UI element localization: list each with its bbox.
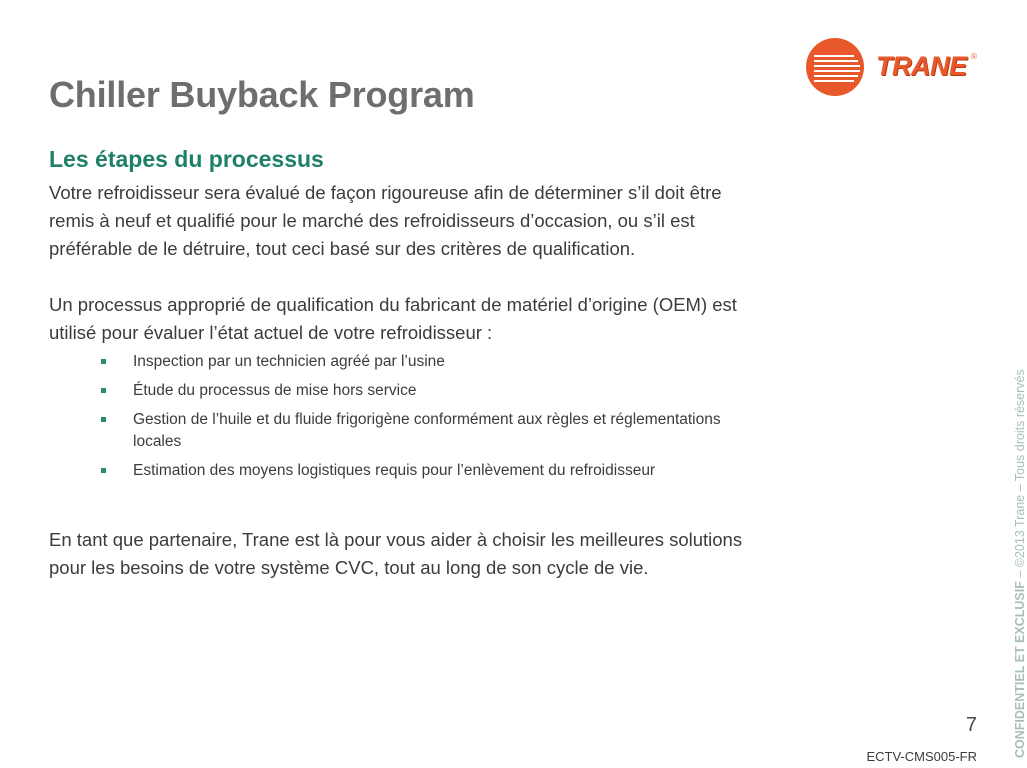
square-bullet-icon [101,388,106,393]
page-number: 7 [965,714,977,736]
square-bullet-icon [101,468,106,473]
paragraph-evaluation: Votre refroidisseur sera évalué de façon rigoureuse afin de déterminer s’il doit être remis à neuf et qualifié pour le marché des refroidisseurs d’occasion, ou s’il est préférable de le détruire, tout ceci basé sur des critères de qualification. [49,182,722,259]
section-heading: Les étapes du processus [49,146,324,172]
confidential-notice: CONFIDENTIEL ET EXCLUSIF – ©2013 Trane – Tous droits réservés [1013,369,1027,758]
bullet-list [49,351,769,482]
registered-mark: ® [971,52,977,61]
list-item: Estimation des moyens logistiques requis pour l’enlèvement du refroidisseur [101,460,733,482]
list-item: Gestion de l’huile et du fluide frigorigène conformément aux règles et réglementations locales [101,409,733,453]
slide-content [49,146,769,582]
paragraph-partner: En tant que partenaire, Trane est là pour vous aider à choisir les meilleures solutions pour les besoins de votre système CVC, tout au long de son cycle de vie. [49,529,743,578]
trane-circle-icon [806,38,864,96]
list-item: Inspection par un technicien agréé par l’usine [101,351,733,373]
slide-title: Chiller Buyback Program [49,74,475,115]
trane-logo [806,38,982,98]
document-code: ECTV-CMS005-FR [866,749,977,764]
square-bullet-icon [101,417,106,422]
paragraph-oem-process: Un processus approprié de qualification du fabricant de matériel d’origine (OEM) est utilisé pour évaluer l’état actuel de votre refroidisseur : [49,294,737,343]
list-item: Étude du processus de mise hors service [101,380,733,402]
square-bullet-icon [101,359,106,364]
trane-wordmark: TRANE [876,51,967,81]
